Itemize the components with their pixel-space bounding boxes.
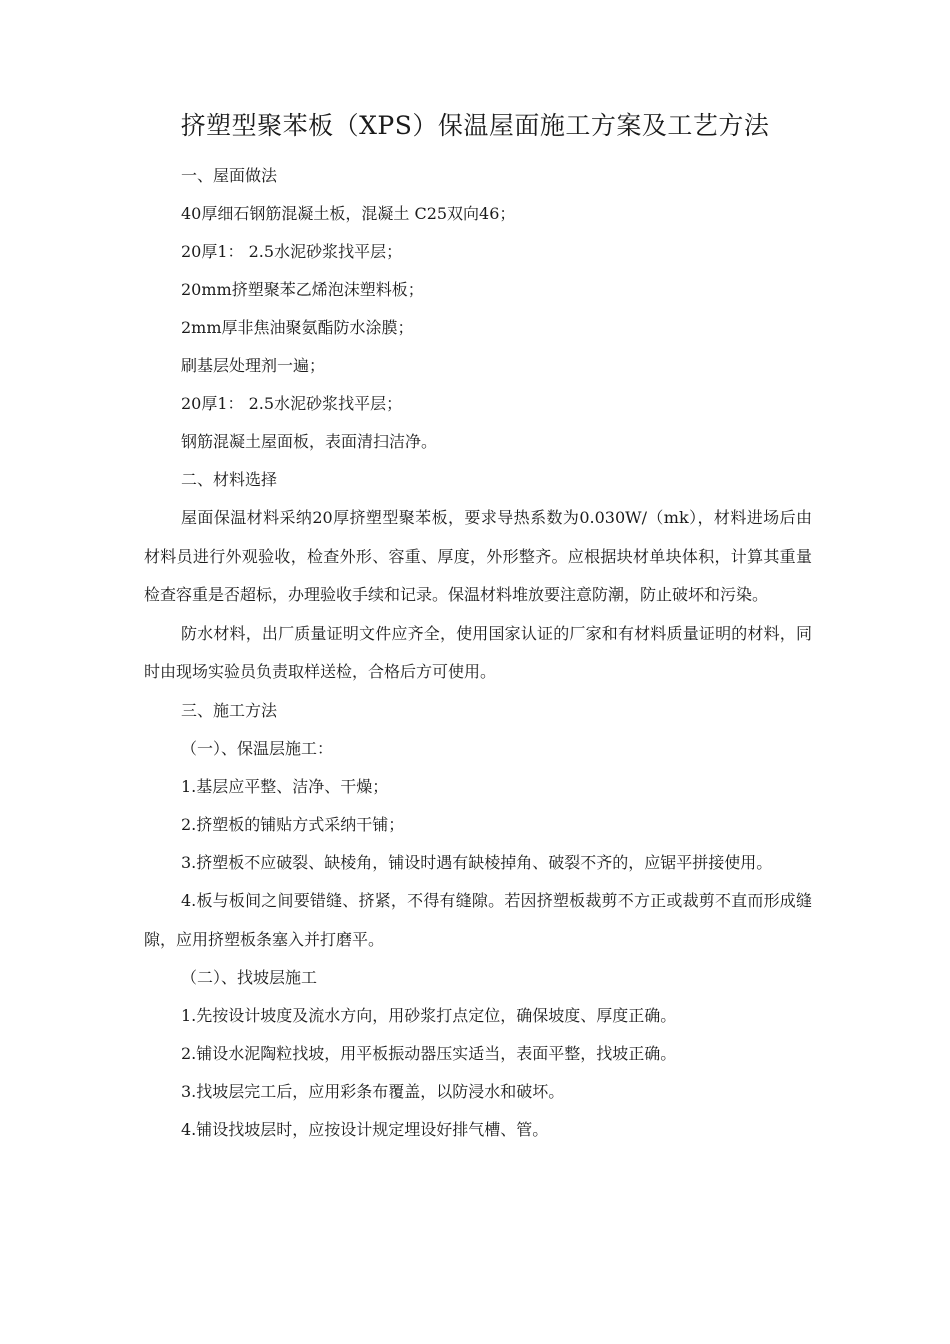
section-heading-1: 一、屋面做法: [181, 166, 278, 185]
roof-layer-item: 20厚1： 2.5水泥砂浆找平层；: [181, 242, 403, 261]
method-item: 3.找坡层完工后，应用彩条布覆盖，以防浸水和破坏。: [181, 1082, 565, 1101]
method-item: 1.先按设计坡度及流水方向，用砂浆打点定位，确保坡度、厚度正确。: [181, 1006, 677, 1025]
document-title: 挤塑型聚苯板（XPS）保温屋面施工方案及工艺方法: [180, 111, 770, 140]
section-heading-3: 三、施工方法: [181, 700, 278, 720]
method-item: 2.挤塑板的铺贴方式采纳干铺；: [181, 814, 405, 834]
roof-layer-item: 2mm厚非焦油聚氨酯防水涂膜；: [181, 318, 414, 337]
material-paragraph: 防水材料，出厂质量证明文件应齐全，使用国家认证的厂家和有材料质量证明的材料，同时由现场实验员负责取样送检，合格后方可使用。: [144, 623, 812, 681]
subsection-heading: （一）、保温层施工：: [181, 738, 334, 758]
method-item: 3.挤塑板不应破裂、缺棱角，铺设时遇有缺棱掉角、破裂不齐的，应锯平拼接使用。: [181, 852, 773, 872]
roof-layer-item: 20mm挤塑聚苯乙烯泡沫塑料板；: [181, 280, 424, 299]
material-paragraph: 屋面保温材料采纳20厚挤塑型聚苯板，要求导热系数为0.030W/（mk），材料进场后由材料员进行外观验收，检查外形、容重、厚度，外形整齐。应根据块材单块体积，计算其重量检查容重是否超标，办理验收手续和记录。保温材料堆放要注意防潮，防止破坏和污染。: [144, 508, 812, 604]
method-item: 2.铺设水泥陶粒找坡，用平板振动器压实适当，表面平整，找坡正确。: [181, 1044, 677, 1063]
roof-layer-item: 40厚细石钢筋混凝土板，混凝土 C25双向46；: [181, 204, 516, 223]
document-body: [144, 157, 812, 1149]
roof-layer-item: 刷基层处理剂一遍；: [181, 356, 326, 375]
method-item: 4.铺设找坡层时，应按设计规定埋设好排气槽、管。: [181, 1120, 549, 1139]
method-item: 1.基层应平整、洁净、干燥；: [181, 776, 389, 796]
method-item: 4.板与板间之间要错缝、挤紧，不得有缝隙。若因挤塑板裁剪不方正或裁剪不直而形成缝隙，应用挤塑板条塞入并打磨平。: [144, 891, 812, 949]
roof-layer-item: 20厚1： 2.5水泥砂浆找平层；: [181, 394, 403, 413]
subsection-heading: （二）、找坡层施工: [181, 968, 318, 987]
roof-layer-item: 钢筋混凝土屋面板，表面清扫洁净。: [181, 432, 438, 451]
section-heading-2: 二、材料选择: [181, 470, 278, 489]
